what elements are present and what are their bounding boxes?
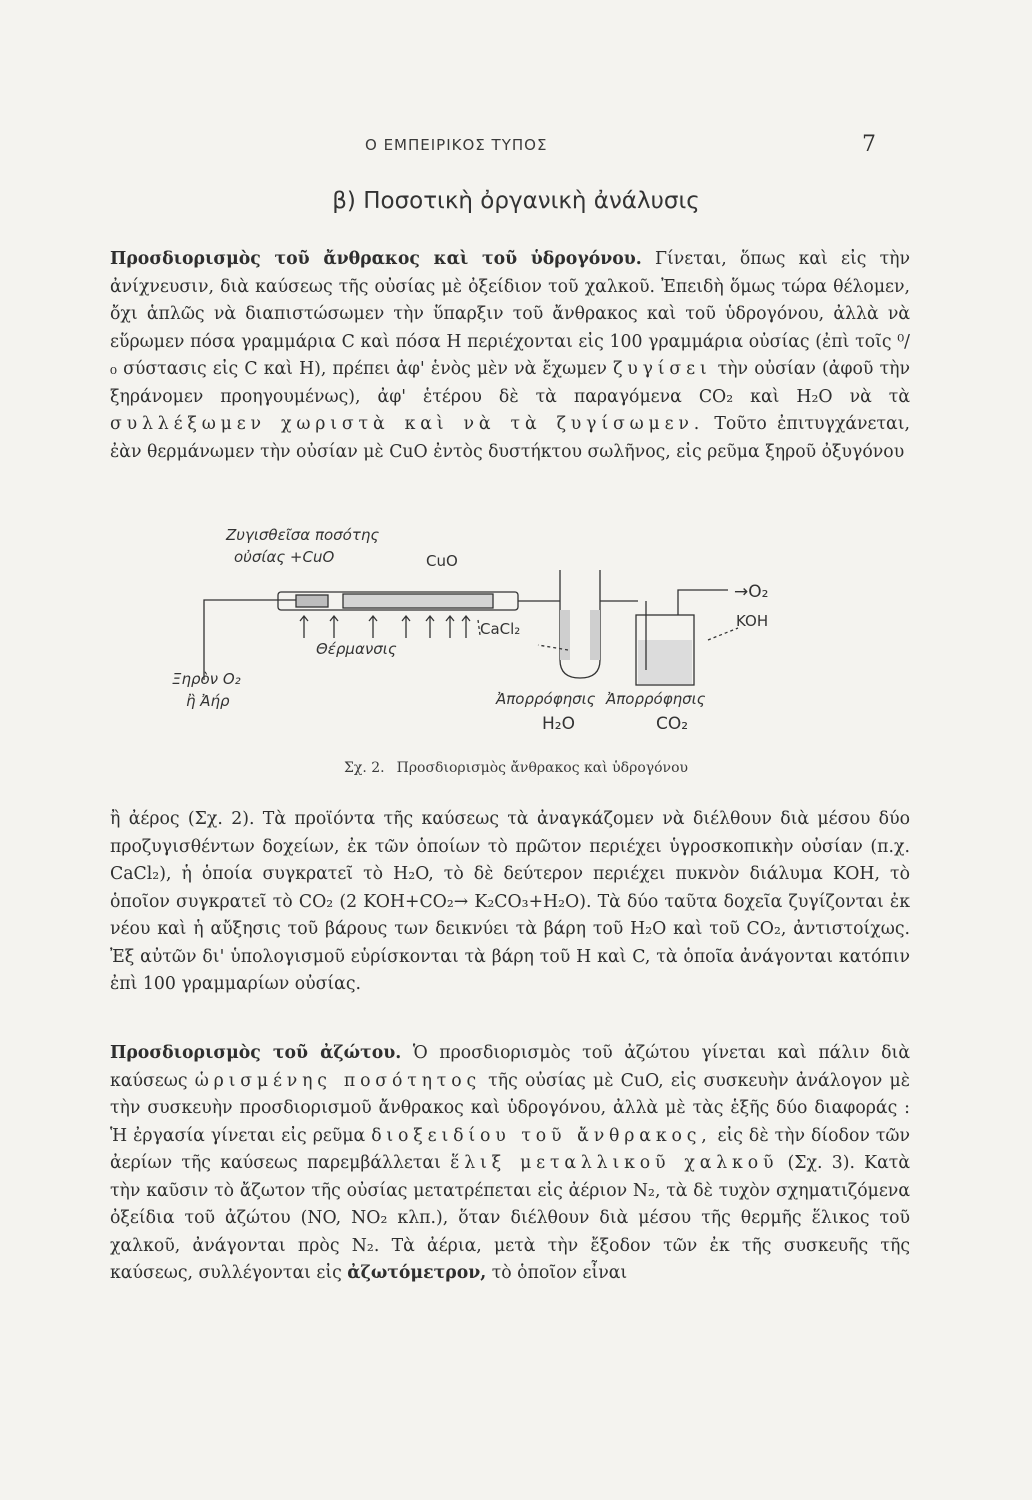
label-cacl2: CaCl₂ xyxy=(480,620,521,638)
leader-line xyxy=(708,628,738,640)
section-title: β) Ποσοτικὴ ὀργανικὴ ἀνάλυσις xyxy=(332,188,700,214)
text-run: Γίνεται, ὅπως καὶ εἰς τὴν ἀνίχνευσιν, διὰ καύσεως τῆς οὐσίας μὲ ὀξείδιον τοῦ χαλκοῦ. Ἐπειδὴ ὅμως τώρα θέλομεν, ὄχι ἁπλῶς νὰ διαπιστώσωμεν τὴν ὕπαρξιν τοῦ ἄνθρακος καὶ τοῦ ὑδρογόνου, ἀλλὰ νὰ εὕρωμεν πόσα γραμμάρια C καὶ πόσα Η περιέχονται εἰς 100 γραμμάρια οὐσίας (ἐπὶ τοῖς ⁰/₀ σύστασις εἰς C καὶ Η), πρέπει ἀφ' ἑνὸς μὲν νὰ ἔχωμεν xyxy=(110,249,910,379)
text-run: τὸ ὁποῖον εἶναι xyxy=(486,1263,628,1283)
paragraph-nitrogen xyxy=(110,1040,910,1288)
run-in-heading: Προσδιορισμὸς τοῦ ἄνθρακος καὶ τοῦ ὑδρογόνου. xyxy=(110,249,642,269)
running-head: Ο ΕΜΠΕΙΡΙΚΟΣ ΤΥΠΟΣ xyxy=(365,136,548,154)
cuo-packing xyxy=(343,594,493,608)
text-run: εἰς δὲ τὴν δίοδον τῶν ἀερίων τῆς καύσεως παρεμβάλλεται xyxy=(110,1125,911,1173)
spaced-emphasis: ἕλιξ μεταλλικοῦ χαλκοῦ xyxy=(450,1153,779,1173)
spaced-emphasis: συλλέξωμεν χωριστὰ καὶ νὰ τὰ ζυγίσωμεν. xyxy=(110,414,705,434)
text-run: ἢ ἀέρος (Σχ. 2). Τὰ προϊόντα τῆς καύσεως τὰ ἀναγκάζομεν νὰ διέλθουν διὰ μέσου δύο προζυγισθέντων δοχείων, ἐκ τῶν ὁποίων τὸ πρῶτον περιέχει ὑγροσκοπικὴν οὐσίαν (π.χ. CaCl₂), ἡ ὁποία συγκρατεῖ τὸ H₂O, τὸ δὲ δεύτερον περιέχει πυκνὸν διάλυμα KOH, τὸ ὁποῖον συγκρατεῖ τὸ CO₂ (2 KOH+CO₂→ K₂CO₃+H₂O). Τὰ δύο ταῦτα δοχεῖα ζυγίζονται ἐκ νέου καὶ ἡ αὔξησις τοῦ βάρους των δεικνύει τὰ βάρη τοῦ H₂O καὶ τοῦ CO₂, ἀντιστοίχως. Ἐξ αὐτῶν δι' ὑπολογισμοῦ εὑρίσκονται τὰ βάρη τοῦ Η καὶ C, τὰ ὁποῖα ἀνάγονται κατόπιν ἐπὶ 100 γραμμαρίων οὐσίας. xyxy=(110,809,910,994)
paragraph-carbon-hydrogen xyxy=(110,246,910,466)
label-dry-o2: Ξηρὸν O₂ xyxy=(172,670,241,688)
figure-combustion-apparatus xyxy=(168,520,808,760)
heating-arrows xyxy=(300,616,470,638)
label-o2-out: →O₂ xyxy=(734,582,769,602)
spaced-emphasis: ζυγίσει xyxy=(613,359,712,379)
cacl2-fill-right xyxy=(590,610,600,660)
caption-text: Προσδιορισμὸς ἄνθρακος καὶ ὑδρογόνου xyxy=(396,760,689,776)
page-header xyxy=(0,132,1032,160)
label-absorb-1: Ἀπορρόφησις xyxy=(496,690,596,708)
label-sample-2: οὐσίας +CuO xyxy=(234,548,335,566)
text-run: τὴν οὐσίαν (ἀφοῦ τὴν ξηράνομεν προηγουμένως), ἀφ' ἑτέρου δὲ τὰ παραγόμενα CO₂ καὶ H₂O νὰ τὰ xyxy=(110,359,910,407)
label-air: ἢ Ἀήρ xyxy=(186,692,230,710)
text-run: Ὁ προσδιορισμὸς τοῦ ἀζώτου γίνεται καὶ πάλιν διὰ καύσεως xyxy=(110,1043,910,1091)
label-sample-1: Ζυγισθεῖσα ποσότης xyxy=(226,526,380,544)
label-absorb-2: Ἀπορρόφησις xyxy=(606,690,706,708)
koh-outlet-pipe xyxy=(678,590,728,615)
label-co2: CO₂ xyxy=(656,714,689,734)
sample-boat xyxy=(296,595,328,607)
text-run: Τοῦτο ἐπιτυγχάνεται, ἐὰν θερμάνωμεν τὴν οὐσίαν μὲ CuO ἐντὸς δυστήκτου σωλῆνος, εἰς ρεῦμα ξηροῦ ὀξυγόνου xyxy=(110,414,910,462)
caption-prefix: Σχ. 2. xyxy=(343,760,385,776)
inlet-line xyxy=(204,600,318,680)
label-koh: KOH xyxy=(736,612,769,630)
cacl2-fill-left xyxy=(560,610,570,660)
spaced-emphasis: διοξειδίου τοῦ ἄνθρακος, xyxy=(371,1125,712,1146)
label-cuo: CuO xyxy=(426,552,458,570)
label-heating: Θέρμανσις xyxy=(316,640,397,658)
run-in-heading: Προσδιορισμὸς τοῦ ἀζώτου. xyxy=(110,1043,402,1063)
figure-caption xyxy=(0,760,1032,776)
page-number: 7 xyxy=(862,132,876,157)
text-run: τῆς οὐσίας μὲ CuO, εἰς συσκευὴν ἀνάλογον μὲ τὴν συσκευὴν προσδιορισμοῦ ἄνθρακος καὶ ὑδρογόνου, ἀλλὰ μὲ τὰς ἑξῆς δύο διαφοράς : Ἡ ἐργασία γίνεται εἰς ρεῦμα xyxy=(110,1070,910,1146)
label-h2o: H₂O xyxy=(542,714,575,734)
spaced-emphasis: ὡρισμένης ποσότητος xyxy=(194,1070,481,1091)
text-run: (Σχ. 3). Κατὰ τὴν καῦσιν τὸ ἄζωτον τῆς οὐσίας μετατρέπεται εἰς ἀέριον N₂, τὰ δὲ τυχὸν σχηματιζόμενα ὀξείδια τοῦ ἀζώτου (NO, NO₂ κλπ.), ὅταν διέλθουν διὰ μέσου τῆς θερμῆς ἕλικος τοῦ χαλκοῦ, ἀνάγονται πρὸς N₂. Τὰ ἀέρια, μετὰ τὴν ἔξοδον τῶν ἐκ τῆς συσκευῆς τῆς καύσεως, συλλέγονται εἰς xyxy=(110,1153,910,1283)
paragraph-absorption xyxy=(110,806,910,999)
bold-term: ἀζωτόμετρον, xyxy=(347,1263,487,1283)
